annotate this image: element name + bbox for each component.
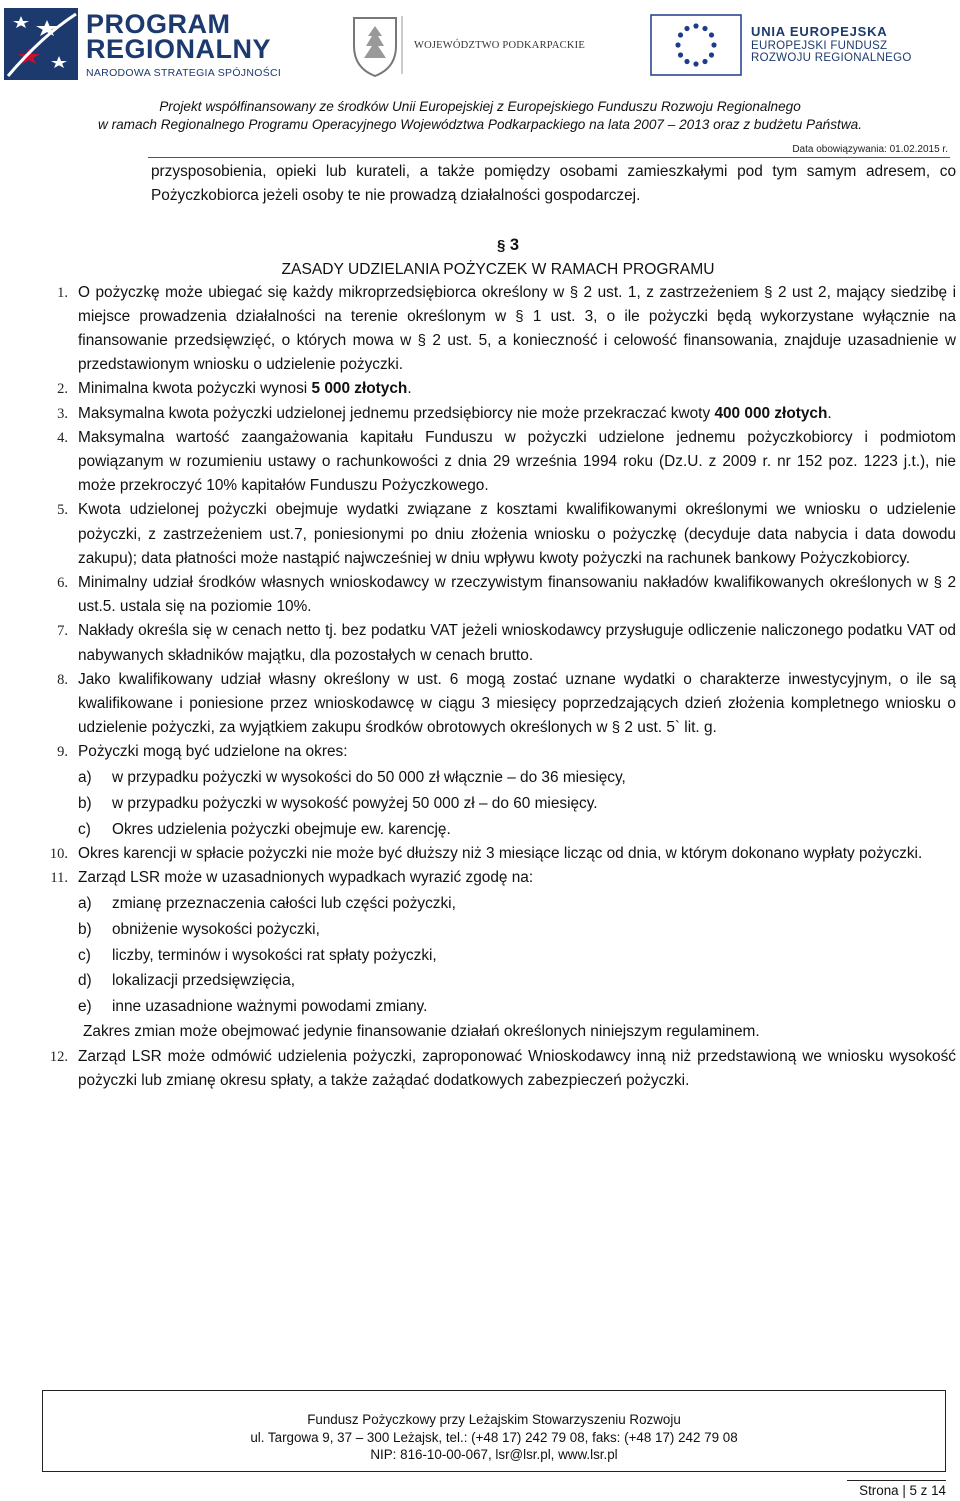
section-symbol: § [496,237,506,255]
item-note: Zakres zmian może obejmować jedynie finansowanie działań określonych niniejszym regulaminem. [83,1023,760,1041]
eu-erdf-logo [650,10,950,80]
list-item [40,426,956,499]
sub-item-text: liczby, terminów i wysokości rat spłaty pożyczki, [112,946,437,964]
footer-contact-box [42,1390,946,1472]
item-number: 2. [57,381,68,398]
list-item [40,281,956,378]
item-text: Maksymalna wartość zaangażowania kapitału Funduszu w pożyczki udzielone jednemu pożyczkobiorcy i podmiotom powiązanym w rozumieniu ustawy o rachunkowości z dnia 29 września 1994 roku (Dz.U. z 2009 r. nr 152 poz. 1223 j.t.), nie może przekroczyć 10% kapitałów Funduszu Pożyczkowego. [78,428,956,495]
sub-list-item [78,969,956,993]
item-text: Minimalna kwota pożyczki wynosi [78,380,308,398]
section-number-value: 3 [509,236,520,255]
sub-item-text: inne uzasadnione ważnymi powodami zmiany. [112,998,428,1016]
item-text: 2 ust.5. ustala się na poziomie 10%. [78,574,957,616]
list-item [40,498,956,571]
item-amount: 400 000 złotych [714,404,828,422]
continuation-paragraph: przysposobienia, opieki lub kurateli, a także pomiędzy osobami zamieszkałymi pod tym samym adresem, co Pożyczkobiorca jeżeli osoby te nie prowadzą działalności gospodarczej. [151,163,956,205]
sub-list-item [78,892,956,916]
sub-item-letter: c) [78,946,91,964]
rules-list [40,281,956,1093]
item-number: 4. [57,429,68,446]
footer-line1: Fundusz Pożyczkowy przy Leżajskim Stowarzyszeniu Rozwoju [307,1412,681,1427]
list-item [40,571,956,619]
list-item [40,377,956,401]
sub-list-item [78,944,956,968]
sub-item-letter: a) [78,895,92,913]
sub-list-item [78,995,956,1019]
list-item [40,668,956,741]
sub-list-item [78,792,956,816]
section-heading [40,233,956,280]
wojewodztwo-logo-text: WOJEWÓDZTWO PODKARPACKIE [414,40,585,51]
item-number: 5. [57,502,68,519]
section-symbol: § [933,574,942,592]
item-amount: 5 000 złotych [311,380,408,398]
sub-list-item [78,818,956,842]
item-text: Okres karencji w spłacie pożyczki nie może być dłuższy niż 3 miesiące licząc od dnia, w którym dokonano wypłaty pożyczki. [78,845,923,863]
sub-list-item [78,766,956,790]
sub-item-letter: d) [78,972,92,990]
program-regionalny-emblem-icon [2,6,80,82]
eu-logo-line2: EUROPEJSKI FUNDUSZ [751,40,888,52]
sub-list [78,766,956,842]
footer-line2: ul. Targowa 9, 37 – 300 Leżajsk, tel.: (+48 17) 242 79 08, faks: (+48 17) 242 79 08 [250,1429,738,1445]
item-text: 2 ust. 1, z zastrzeżeniem [583,283,759,301]
eu-logo-line3: ROZWOJU REGIONALNEGO [751,52,912,64]
sub-item-text: w przypadku pożyczki w wysokość powyżej 50 000 zł – do 60 miesięcy. [112,795,598,813]
program-logo-line1: PROGRAM [86,9,231,39]
sub-item-letter: a) [78,769,92,787]
sub-item-text: Okres udzielenia pożyczki obejmuje ew. karencję. [112,820,451,838]
list-item [40,866,956,1044]
list-item [40,740,956,842]
sub-item-letter: e) [78,998,92,1016]
item-text: . [827,404,832,422]
program-logo-subtitle: NARODOWA STRATEGIA SPÓJNOŚCI [86,67,282,79]
page-header [0,0,960,90]
cofinancing-line2: w ramach Regionalnego Programu Operacyjnego Województwa Podkarpackiego na lata 2007 – 2013 oraz z budżetu Państwa. [98,117,862,132]
item-text: 2 ust. 5` lit. g. [624,719,717,737]
cofinancing-statement [0,98,960,134]
item-number: 8. [57,671,68,688]
wojewodztwo-logo [342,10,585,80]
item-text: Pożyczki mogą być udzielone na okres: [78,743,348,761]
item-text: Kwota udzielonej pożyczki obejmuje wydatki związane z kosztami kwalifikowanymi określonymi we wniosku o udzielenie pożyczki, z zastrzeżeniem ust.7, poniesionymi po dniu złożenia wniosku o pożyczkę (decyduje data nabycia i data dowodu zakupu); data płatności może nastąpić najwcześniej w dniu wpływu kwoty pożyczki na rachunek bankowy Pożyczkobiorcy. [78,501,956,567]
item-number: 9. [57,744,68,761]
sub-item-letter: c) [78,820,91,838]
item-text: O pożyczkę może ubiegać się każdy mikroprzedsiębiorca określony w [78,283,565,301]
sub-list-item [78,918,956,942]
section-symbol: § [515,307,524,325]
section-symbol: § [611,719,621,737]
item-text: Nakłady określa się w cenach netto tj. bez podatku VAT jeżeli wnioskodawcy przysługuje odliczenie naliczonego podatku VAT od nabywanych składników majątku, dla pozostałych w cenach brutto. [78,622,956,664]
item-text: 2 ust. 5, a konieczność i celowość finansowania, znajduje uzasadnienie w przedstawionym wniosku o udzielenie pożyczki. [78,332,956,374]
item-number: 3. [57,405,68,422]
sub-item-letter: b) [78,795,92,813]
item-text: Zarząd LSR może odmówić udzielenia pożyczki, zaproponować Wnioskodawcy inną niż przedstawioną we wniosku wysokość pożyczki lub zmianę okresu spłaty, a także zażądać dodatkowych zabezpieczeń pożyczki. [78,1047,956,1089]
item-text: 1 ust. 3, o ile pożyczki będą wykorzystane wyłącznie na finansowanie przedsięwzięć, o których mowa w [78,307,956,350]
cofinancing-line1: Projekt współfinansowany ze środków Unii Europejskiej z Europejskiego Funduszu Rozwoju Regionalnego [159,99,801,114]
item-number: 11. [50,870,68,887]
section-symbol: § [417,332,426,350]
item-number: 7. [57,623,68,640]
list-item [40,1045,956,1093]
item-text: . [407,380,412,398]
item-text: 2 ust 2, mający siedzibę i miejsce prowadzenia działalności na terenie określonym w [78,283,956,325]
eu-logo-line1: UNIA EUROPEJSKA [751,24,888,39]
list-item [40,619,956,667]
eu-flag-icon [650,14,742,76]
sub-item-text: zmianę przeznaczenia całości lub części pożyczki, [112,895,456,913]
item-number: 12. [49,1048,68,1065]
section-symbol: § [569,283,579,301]
footer-line3: NIP: 816-10-00-067, lsr@lsr.pl, www.lsr.pl [370,1447,618,1462]
item-number: 6. [57,575,68,592]
list-item [40,842,956,866]
section-title: ZASADY UDZIELANIA POŻYCZEK W RAMACH PROGRAMU [281,260,715,278]
sub-item-letter: b) [78,920,92,938]
sub-item-text: obniżenie wysokości pożyczki, [112,920,320,938]
document-body [40,160,956,1093]
sub-list [78,892,956,1019]
page-number: Strona | 5 z 14 [847,1480,946,1498]
validity-date: Data obowiązywania: 01.02.2015 r. [792,144,948,155]
section-number [40,233,956,258]
item-number: 1. [57,284,68,301]
program-logo-line2: REGIONALNY [86,34,272,64]
coat-of-arms-icon [342,10,408,80]
sub-item-text: lokalizacji przedsięwzięcia, [112,972,296,990]
section-symbol: § [764,283,773,301]
item-number: 10. [49,846,68,863]
item-text: Zarząd LSR może w uzasadnionych wypadkach wyrazić zgodę na: [78,869,534,887]
sub-item-text: w przypadku pożyczki w wysokości do 50 000 zł włącznie – do 36 miesięcy, [112,769,626,787]
item-text: Jako kwalifikowany udział własny określony w ust. 6 mogą zostać uznane wydatki o charakterze inwestycyjnym, o ile są kwalifikowane i poniesione przez wnioskodawcę w ciągu 3 miesięcy poprzedzających dzień złożenia kompletnego wniosku o udzielenie pożyczki, za wyjątkiem zakupu środków obrotowych określonych w [78,670,956,737]
item-text: Maksymalna kwota pożyczki udzielonej jednemu przedsiębiorcy nie może przekraczać kwoty [78,404,711,422]
program-regionalny-logo [2,6,282,82]
list-item [40,402,956,426]
header-divider [148,157,950,158]
item-text: Minimalny udział środków własnych wnioskodawcy w rzeczywistym finansowaniu nakładów kwalifikowanych określonych w [78,574,929,592]
